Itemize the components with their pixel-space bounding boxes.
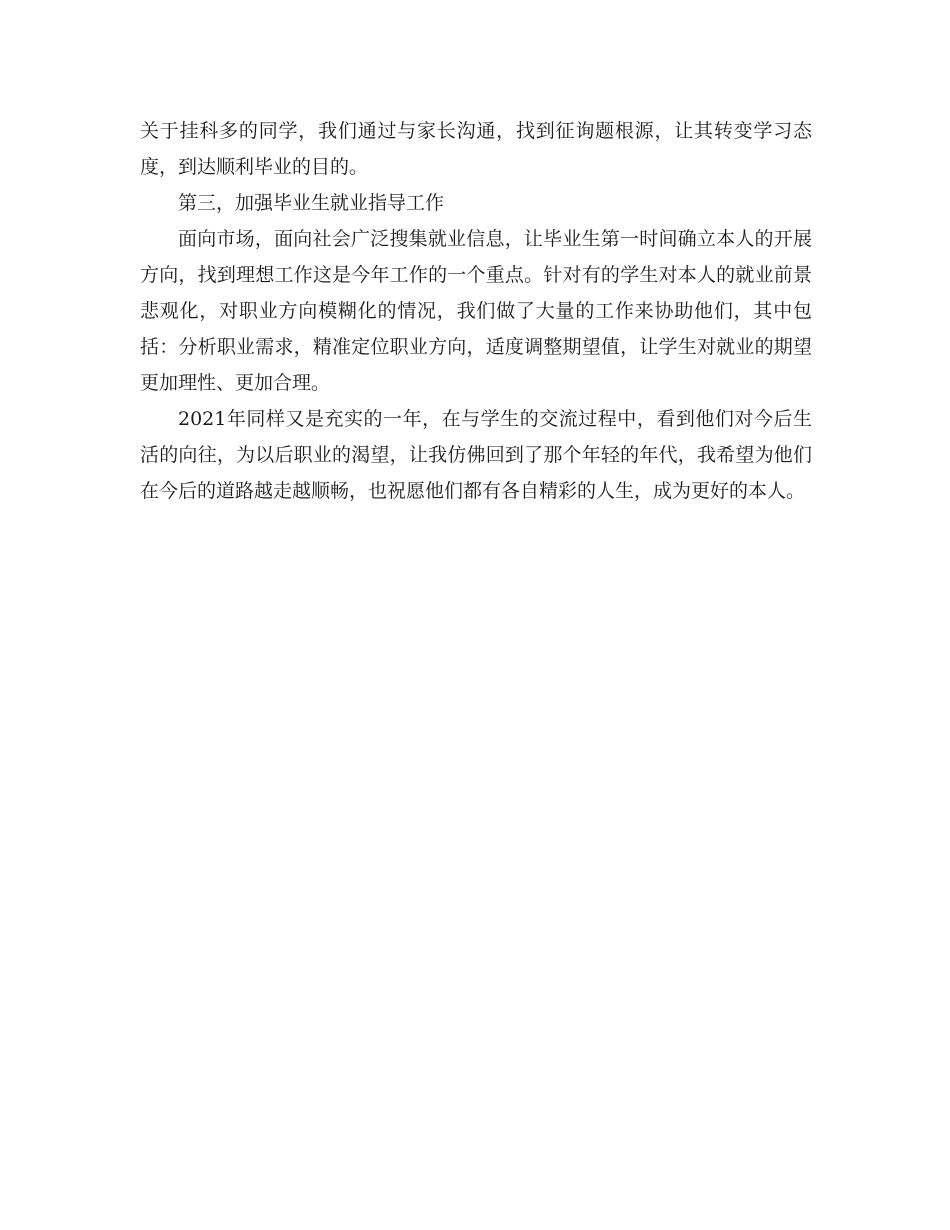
section-heading: 第三，加强毕业生就业指导工作 [178, 192, 445, 214]
document-body [140, 113, 812, 509]
paragraph-continuation: 关于挂科多的同学，我们通过与家长沟通，找到征询题根源，让其转变学习态度，到达顺利毕业的目的。 [140, 120, 812, 178]
paragraph-employment-guidance: 面向市场，面向社会广泛搜集就业信息，让毕业生第一时间确立本人的开展方向，找到理想工作这是今年工作的一个重点。针对有的学生对本人的就业前景悲观化，对职业方向模糊化的情况，我们做了大量的工作来协助他们，其中包括：分析职业需求，精准定位职业方向，适度调整期望值，让学生对就业的期望更加理性、更加合理。 [140, 228, 812, 394]
paragraph-conclusion: 2021年同样又是充实的一年，在与学生的交流过程中，看到他们对今后生活的向往，为以后职业的渴望，让我仿佛回到了那个年轻的年代，我希望为他们在今后的道路越走越顺畅，也祝愿他们都有各自精彩的人生，成为更好的本人。 [140, 408, 812, 502]
